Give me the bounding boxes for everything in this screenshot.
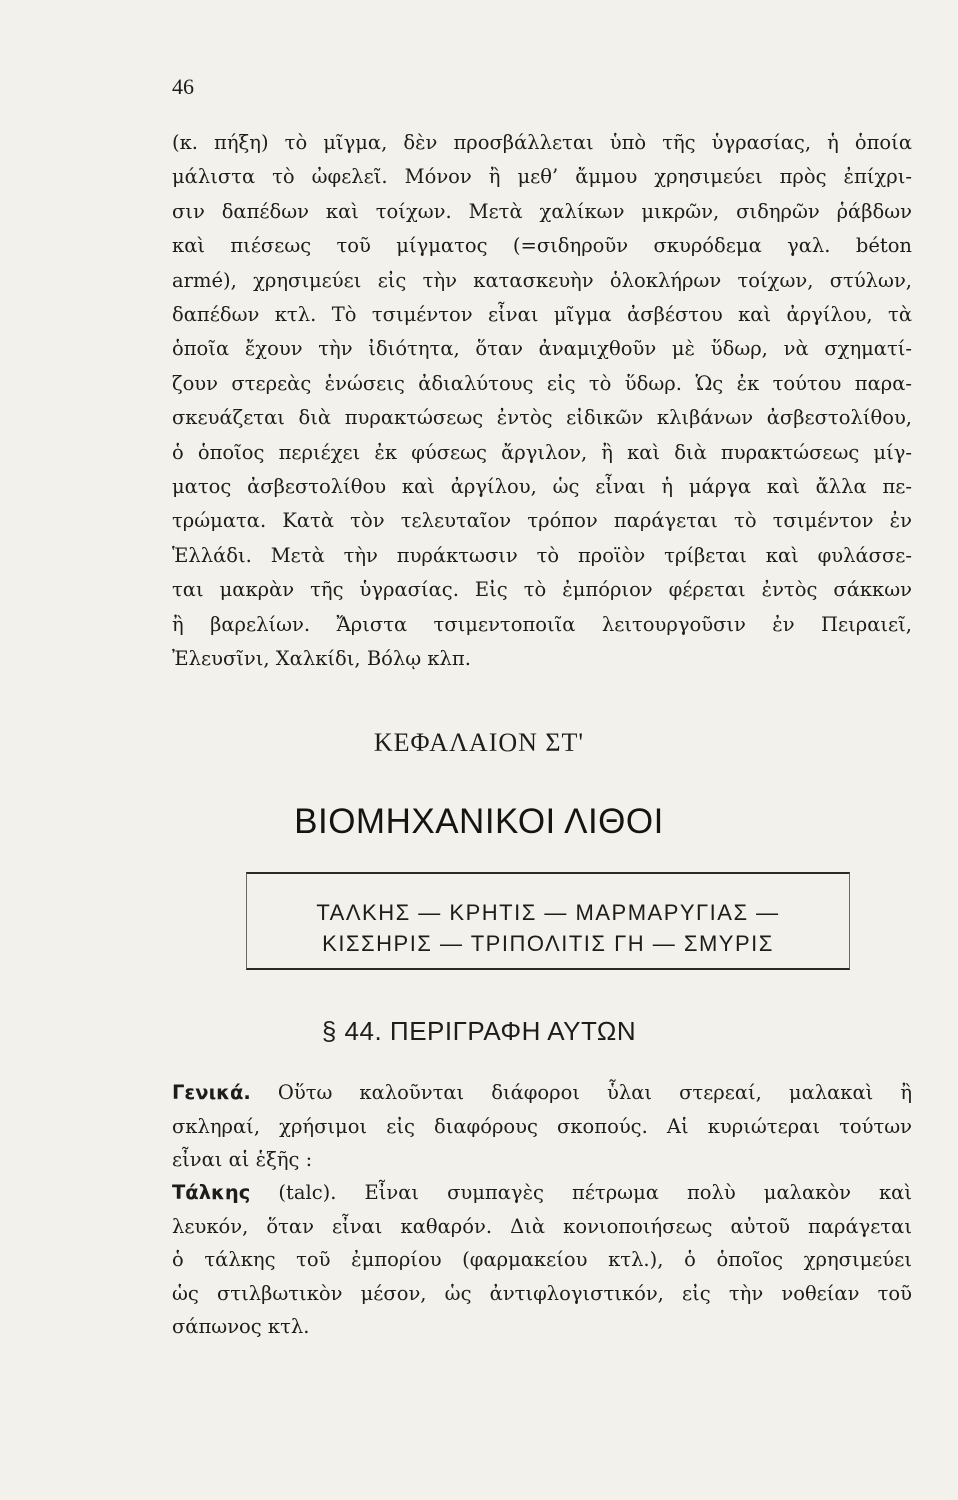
text-line: ματος ἀσβεστολίθου καὶ ἀργίλου, ὡς εἶναι ἡ μάργα καὶ ἄλλα πε-	[172, 475, 912, 499]
text-line: ὁ τάλκης τοῦ ἐμπορίου (φαρμακείου κτλ.), ὁ ὁποῖος χρησιμεύει	[172, 1248, 912, 1271]
text-line: Ἑλλάδι. Μετὰ τὴν πυράκτωσιν τὸ προϊὸν τρίβεται καὶ φυλάσσε-	[172, 543, 912, 567]
line-text: (talc). Εἶναι συμπαγὲς πέτρωμα πολὺ μαλακὸν καὶ	[250, 1181, 912, 1204]
text-line: δαπέδων κτλ. Τὸ τσιμέντον εἶναι μῖγμα ἀσβέστου καὶ ἀργίλου, τὰ	[172, 303, 912, 327]
text-line	[172, 1076, 912, 1110]
line-text: Οὕτω καλοῦνται διάφοροι ὗλαι στερεαί, μαλακαὶ ἢ	[250, 1081, 912, 1104]
text-line: ται μακρὰν τῆς ὑγρασίας. Εἰς τὸ ἐμπόριον φέρεται ἐντὸς σάκκων	[172, 578, 912, 602]
text-line: σκευάζεται διὰ πυρακτώσεως ἐντὸς εἰδικῶν κλιβάνων ἀσβεστολίθου,	[172, 406, 912, 430]
page-number: 46	[172, 74, 194, 99]
text-line: σιν δαπέδων καὶ τοίχων. Μετὰ χαλίκων μικρῶν, σιδηρῶν ῥάβδων	[172, 199, 912, 223]
text-line: εἶναι αἱ ἑξῆς :	[172, 1148, 313, 1171]
chapter-subtitle-box	[246, 872, 850, 970]
chapter-title: ΒΙΟΜΗΧΑΝΙΚΟΙ ΛΙΘΟΙ	[294, 802, 664, 841]
text-line: σκληραί, χρήσιμοι εἰς διαφόρους σκοπούς. Αἱ κυριώτεραι τούτων	[172, 1114, 912, 1138]
text-line: ἢ βαρελίων. Ἄριστα τσιμεντοποιῖα λειτουργοῦσιν ἐν Πειραιεῖ,	[172, 612, 912, 636]
talc-paragraph	[172, 1176, 912, 1344]
text-line: (κ. πήξη) τὸ μῖγμα, δὲν προσβάλλεται ὑπὸ τῆς ὑγρασίας, ἡ ὁποία	[172, 131, 912, 154]
text-line: ὁ ὁποῖος περιέχει ἐκ φύσεως ἄργιλον, ἢ καὶ διὰ πυρακτώσεως μίγ-	[172, 440, 912, 464]
general-paragraph	[172, 1076, 912, 1177]
chapter-label: ΚΕΦΑΛΑΙΟΝ ΣΤ'	[373, 728, 585, 757]
section-heading: § 44. ΠΕΡΙΓΡΑΦΗ ΑΥΤΩΝ	[321, 1016, 637, 1046]
text-line: σάπωνος κτλ.	[172, 1315, 310, 1338]
text-line: λευκόν, ὅταν εἶναι καθαρόν. Διὰ κονιοποιήσεως αὐτοῦ παράγεται	[172, 1214, 912, 1238]
text-line: armé), χρησιμεύει εἰς τὴν κατασκευὴν ὁλοκλήρων τοίχων, στύλων,	[172, 268, 912, 292]
intro-paragraph	[172, 126, 912, 677]
paragraph-lead: Γενικά.	[172, 1081, 251, 1104]
subtitle-line: ΤΑΛΚΗΣ — ΚΡΗΤΙΣ — ΜΑΡΜΑΡΥΓΙΑΣ —	[316, 900, 780, 925]
text-line	[172, 1176, 912, 1210]
text-line: ζουν στερεὰς ἑνώσεις ἀδιαλύτους εἰς τὸ ὕδωρ. Ὡς ἐκ τούτου παρα-	[172, 371, 912, 395]
text-line: καὶ πιέσεως τοῦ μίγματος (=σιδηροῦν σκυρόδεμα γαλ. béton	[172, 234, 912, 258]
text-line: τρώματα. Κατὰ τὸν τελευταῖον τρόπον παράγεται τὸ τσιμέντον ἐν	[172, 509, 912, 533]
paragraph-lead: Τάλκης	[172, 1181, 251, 1204]
text-line: ὡς στιλβωτικὸν μέσον, ὡς ἀντιφλογιστικόν, εἰς τὴν νοθείαν τοῦ	[172, 1281, 912, 1305]
subtitle-line: ΚΙΣΣΗΡΙΣ — ΤΡΙΠΟΛΙΤΙΣ ΓΗ — ΣΜΥΡΙΣ	[322, 931, 774, 956]
text-line: Ἐλευσῖνι, Χαλκίδι, Βόλῳ κλπ.	[172, 647, 471, 671]
text-line: μάλιστα τὸ ὠφελεῖ. Μόνον ἢ μεθ’ ἄμμου χρησιμεύει πρὸς ἐπίχρι-	[172, 165, 912, 189]
text-line: ὁποῖα ἔχουν τὴν ἰδιότητα, ὅταν ἀναμιχθοῦν μὲ ὕδωρ, νὰ σχηματί-	[172, 337, 912, 361]
